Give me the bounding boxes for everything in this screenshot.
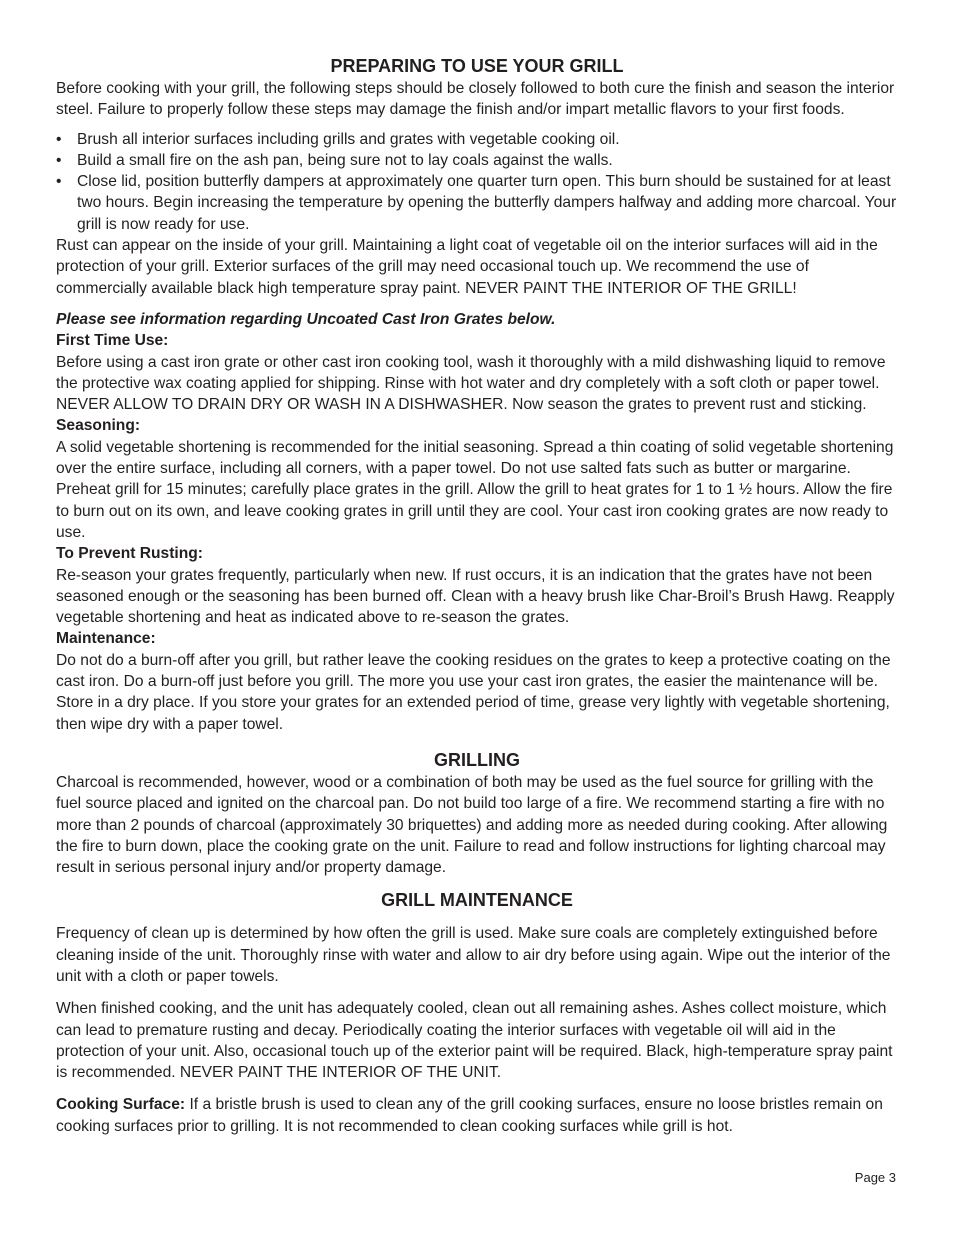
grilling-section	[56, 748, 898, 878]
cast-iron-section	[56, 309, 898, 735]
seasoning-text: A solid vegetable shortening is recommended for the initial seasoning. Spread a thin coating of solid vegetable shortening over the entire surface, including all corners, with a paper towel. Do not use salted fats such as butter or margarine. Preheat grill for 15 minutes; carefully place grates in the grill. Allow the grill to heat grates for 1 to 1 ½ hours. Allow the fire to burn out on its own, and leave cooking grates in grill until they are cool. Your cast iron cooking grates are now ready to use.	[56, 438, 894, 541]
grill-maintenance-heading: GRILL MAINTENANCE	[381, 890, 573, 911]
preparing-section	[56, 54, 898, 299]
rust-paragraph: Rust can appear on the inside of your grill. Maintaining a light coat of vegetable oil on the interior surfaces will aid in the protection of your grill. Exterior surfaces of the grill may need occasional touch up. We recommend the use of commercially available black high temperature spray paint. NEVER PAINT THE INTERIOR OF THE GRILL!	[56, 237, 878, 297]
cooking-surface-label: Cooking Surface:	[56, 1096, 186, 1114]
prevent-rusting-heading: To Prevent Rusting:	[56, 545, 203, 563]
cleanup-paragraph: Frequency of clean up is determined by how often the grill is used. Make sure coals are completely extinguished before cleaning inside of the unit. Thoroughly rinse with water and allow to air dry before using again. Wipe out the interior of the unit with a cloth or paper towels.	[56, 925, 891, 985]
list-item: • Brush all interior surfaces including grills and grates with vegetable cooking oil.	[56, 129, 898, 150]
grill-maintenance-section	[56, 888, 898, 1137]
first-use-heading: First Time Use:	[56, 332, 169, 350]
cooking-surface-text: If a bristle brush is used to clean any of the grill cooking surfaces, ensure no loose bristles remain on cooking surfaces prior to grilling. It is not recommended to clean cooking surfaces while grill is hot.	[56, 1096, 883, 1135]
preparing-heading: PREPARING TO USE YOUR GRILL	[330, 56, 624, 76]
first-use-text: Before using a cast iron grate or other cast iron cooking tool, wash it thoroughly with a mild dishwashing liquid to remove the protective wax coating applied for shipping. Rinse with hot water and dry completely with a soft cloth or paper towel. NEVER ALLOW TO DRAIN DRY OR WASH IN A DISHWASHER. Now season the grates to prevent rust and sticking.	[56, 353, 886, 414]
cooking-surface-paragraph	[56, 1094, 898, 1137]
cast-iron-note: Please see information regarding Uncoated Cast Iron Grates below.	[56, 310, 556, 328]
bullet-icon: •	[56, 130, 62, 148]
grilling-heading: GRILLING	[434, 749, 520, 770]
seasoning-heading: Seasoning:	[56, 417, 141, 435]
ashes-paragraph: When finished cooking, and the unit has adequately cooled, clean out all remaining ashes. Ashes collect moisture, which can lead to premature rusting and decay. Periodically coating the interior surfaces with vegetable oil will aid in the protection of your unit. Also, occasional touch up of the exterior paint will be required. Black, high-temperature spray paint is recommended. NEVER PAINT THE INTERIOR OF THE UNIT.	[56, 1000, 893, 1082]
maintenance-heading: Maintenance:	[56, 630, 156, 648]
prevent-rusting-text: Re-season your grates frequently, particularly when new. If rust occurs, it is an indication that the grates have not been seasoned enough or the seasoning has been burned off. Clean with a heavy brush like Char-Broil’s Brush Hawg. Reapply vegetable shortening and heat as indicated above to re-season the grates.	[56, 566, 895, 627]
page-content	[56, 54, 898, 1137]
list-item: • Build a small fire on the ash pan, being sure not to lay coals against the walls.	[56, 150, 898, 171]
page-number: Page 3	[854, 1170, 896, 1185]
grilling-text: Charcoal is recommended, however, wood or a combination of both may be used as the fuel source for grilling with the fuel source placed and ignited on the charcoal pan. Do not build too large of a fire. We recommend starting a fire with no more than 2 pounds of charcoal (approximately 30 briquettes) and adding more as needed during cooking. After allowing the fire to burn down, place the cooking grate on the unit. Failure to read and follow instructions for lighting charcoal may result in serious personal injury and/or property damage.	[56, 773, 888, 877]
maintenance-text: Do not do a burn-off after you grill, but rather leave the cooking residues on the grates to keep a protective coating on the cast iron. Do a burn-off just before you grill. The more you use your cast iron grates, the easier the maintenance will be. Store in a dry place. If you store your grates for an extended period of time, grease very lightly with vegetable shortening, then wipe dry with a paper towel.	[56, 651, 891, 733]
list-item: • Close lid, position butterfly dampers at approximately one quarter turn open. This burn should be sustained for at least two hours. Begin increasing the temperature by opening the butterfly dampers halfway and adding more charcoal. Your grill is now ready for use.	[56, 173, 897, 233]
preparing-steps-list	[56, 129, 898, 235]
preparing-intro: Before cooking with your grill, the following steps should be closely followed to both cure the finish and season the interior steel. Failure to properly follow these steps may damage the finish and/or impart metallic flavors to your first foods.	[56, 80, 895, 119]
bullet-icon: •	[56, 151, 62, 169]
bullet-icon: •	[56, 173, 62, 191]
